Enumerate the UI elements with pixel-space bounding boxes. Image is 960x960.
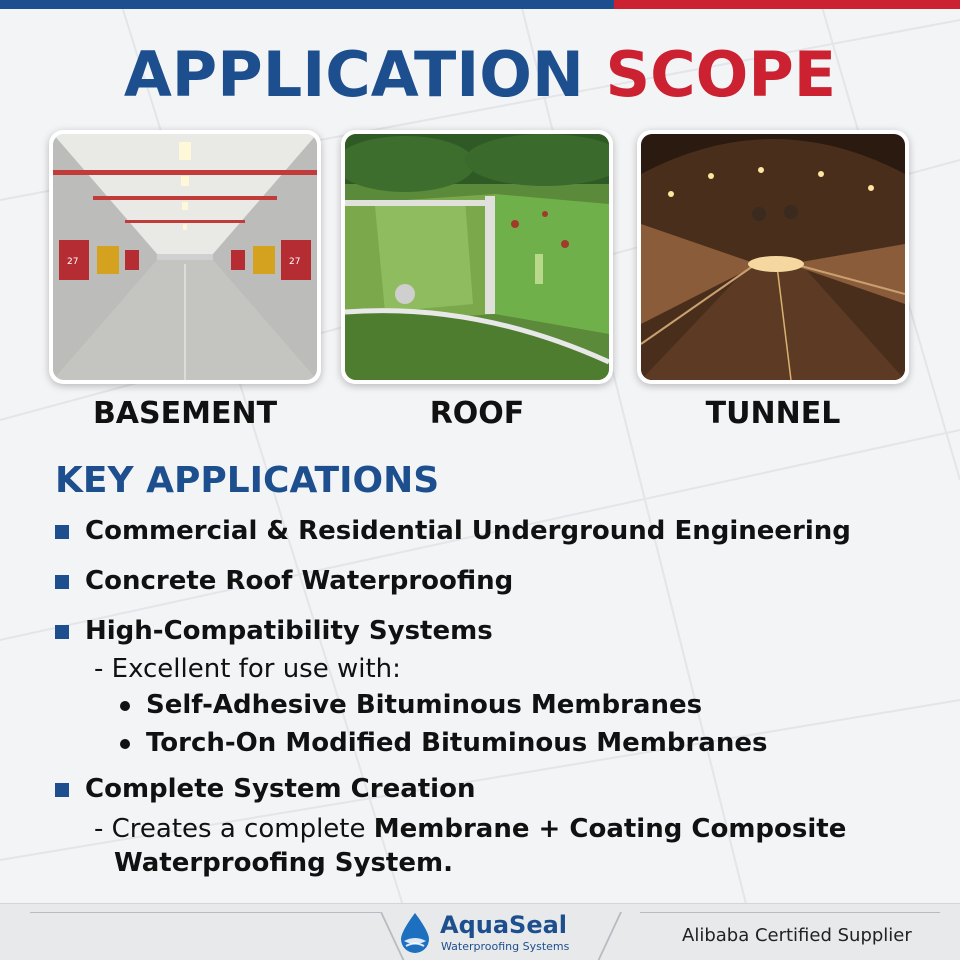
scope-label-roof: ROOF <box>429 396 525 431</box>
application-item-text: Complete System Creation <box>85 774 476 804</box>
svg-text:27: 27 <box>67 257 79 267</box>
subtext-prefix: - Creates a complete <box>94 814 374 844</box>
compatibility-point-text: Torch-On Modified Bituminous Membranes <box>146 728 768 758</box>
compatibility-point-text: Self-Adhesive Bituminous Membranes <box>146 690 703 720</box>
basement-image <box>53 134 317 380</box>
basement-photo <box>49 130 321 384</box>
title-part-red: SCOPE <box>605 38 837 111</box>
top-accent-bar-blue <box>0 0 614 9</box>
square-bullet-icon <box>55 525 69 539</box>
dot-bullet-icon <box>120 739 130 749</box>
tunnel-image <box>641 134 905 380</box>
square-bullet-icon <box>55 625 69 639</box>
roof-image <box>345 134 609 380</box>
title-part-blue: APPLICATION <box>123 38 584 111</box>
application-subtext-line2: Waterproofing System. <box>114 848 453 878</box>
svg-text:27: 27 <box>289 257 301 267</box>
footer-divider <box>640 912 940 913</box>
application-subtext: - Excellent for use with: <box>94 654 401 684</box>
application-item-text: Concrete Roof Waterproofing <box>85 566 514 596</box>
scope-label-basement: BASEMENT <box>92 396 278 431</box>
roof-photo <box>341 130 613 384</box>
footer <box>0 903 960 960</box>
dot-bullet-icon <box>120 701 130 711</box>
tunnel-photo <box>637 130 909 384</box>
application-item-text: High-Compatibility Systems <box>85 616 493 646</box>
application-item-text: Commercial & Residential Underground Engineering <box>85 516 851 546</box>
application-subtext <box>94 814 846 844</box>
square-bullet-icon <box>55 783 69 797</box>
footer-divider <box>598 912 622 960</box>
square-bullet-icon <box>55 575 69 589</box>
supplier-badge: Alibaba Certified Supplier <box>682 925 912 946</box>
footer-divider <box>30 912 380 913</box>
top-accent-bar-red <box>614 0 960 9</box>
key-applications-heading: KEY APPLICATIONS <box>55 460 440 501</box>
brand-name: AquaSeal <box>440 911 568 939</box>
brand-tagline: Waterproofing Systems <box>441 940 570 953</box>
page-title <box>0 38 960 111</box>
scope-label-tunnel: TUNNEL <box>705 396 841 431</box>
water-drop-icon <box>398 911 432 955</box>
subtext-bold: Membrane + Coating Composite <box>373 814 847 844</box>
